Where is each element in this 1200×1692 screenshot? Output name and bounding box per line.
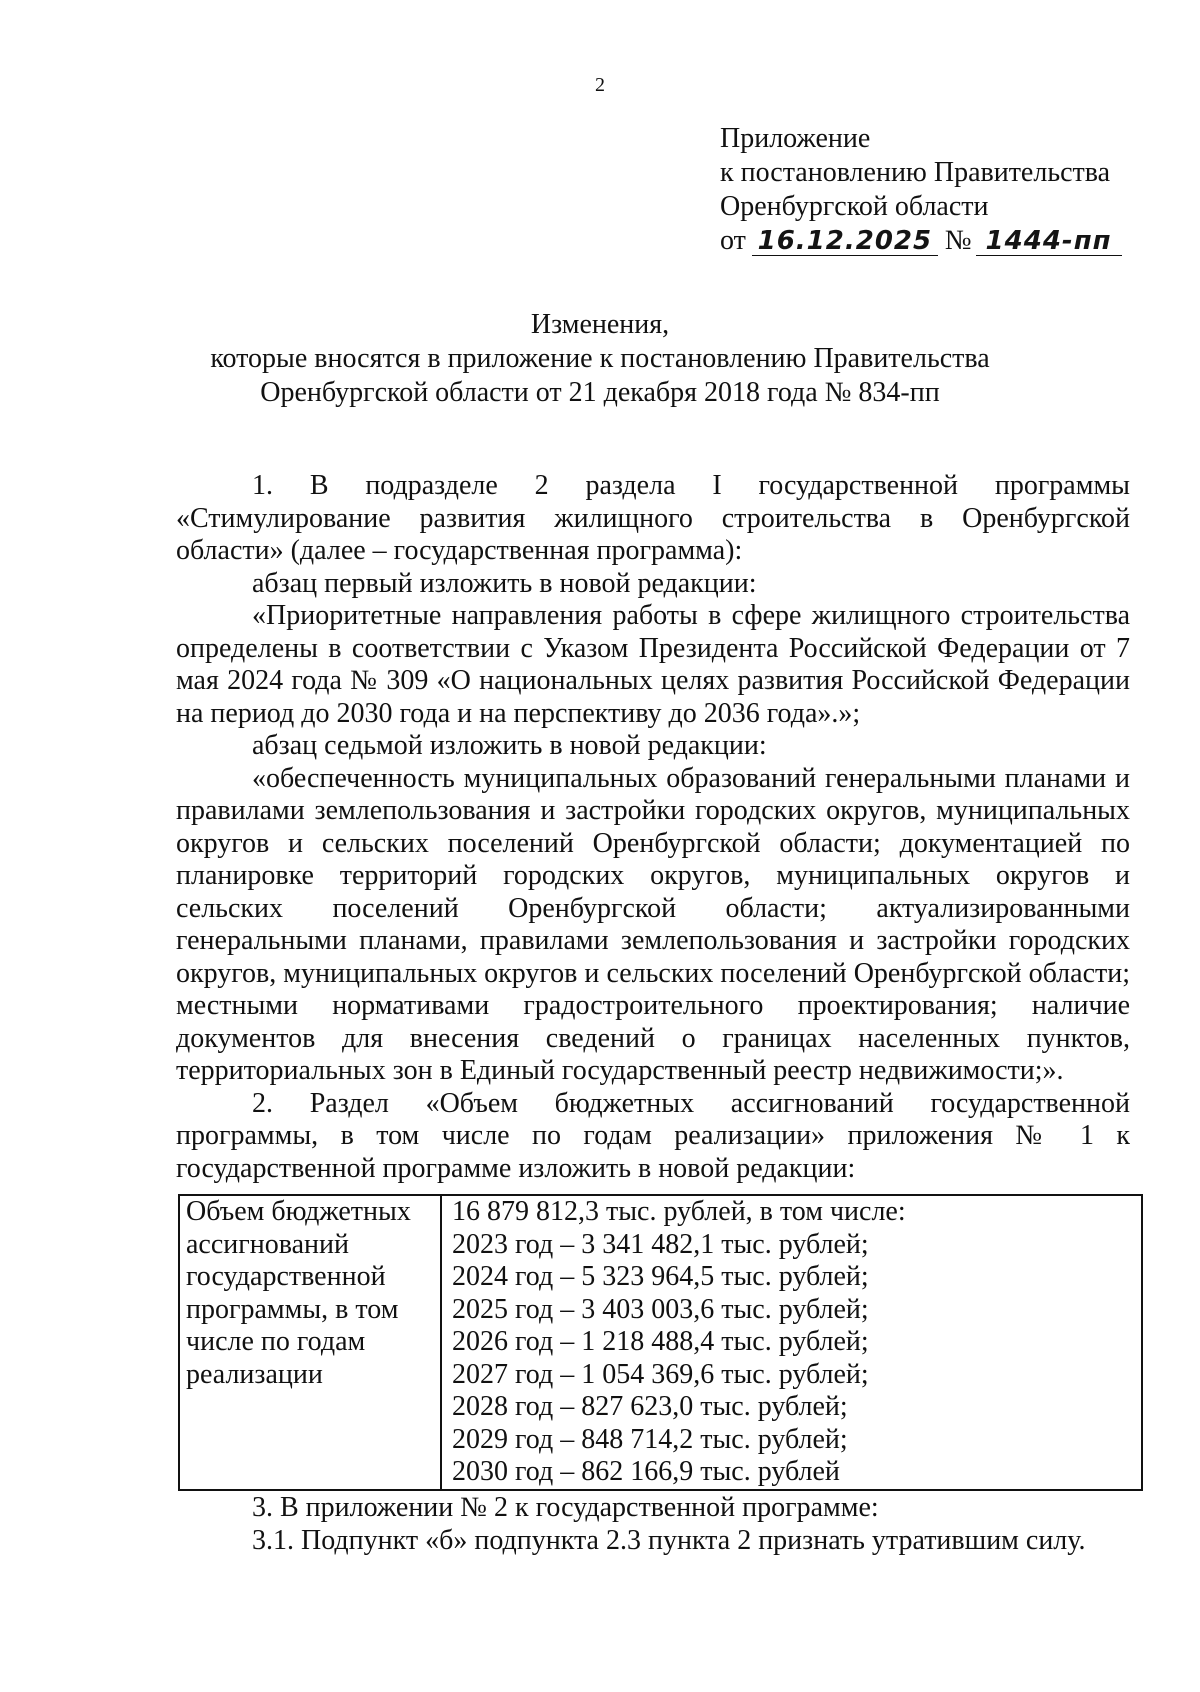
after-table-text [176, 1491, 1130, 1557]
budget-year-line: 2026 год – 1 218 488,4 тыс. рублей; [452, 1326, 869, 1357]
appendix-line-2: к постановлению Правительства [720, 157, 1111, 188]
budget-year-line: 2024 год – 5 323 964,5 тыс. рублей; [452, 1261, 869, 1292]
budget-table [178, 1194, 1143, 1491]
budget-label-line: программы, в том [186, 1293, 399, 1325]
budget-total-line: 16 879 812,3 тыс. рублей, в том числе: [452, 1196, 906, 1227]
paragraph: абзац седьмой изложить в новой редакции: [252, 730, 767, 761]
budget-values-cell [441, 1195, 1142, 1490]
budget-label-line: числе по годам [186, 1326, 366, 1357]
budget-label-line: Объем бюджетных [186, 1196, 411, 1227]
paragraph: 2. Раздел «Объем бюджетных ассигнований государственной программы, в том числе по годам реализации» приложения № 1 к государственной программе изложить в новой редакции: [176, 1087, 1130, 1184]
appendix-header [720, 122, 1122, 258]
handwritten-number: 1444-пп [976, 227, 1122, 256]
appendix-line-1: Приложение [720, 123, 871, 154]
budget-label-cell [179, 1195, 441, 1490]
appendix-date-line [720, 224, 1122, 258]
budget-year-line: 2030 год – 862 166,9 тыс. рублей [452, 1456, 840, 1487]
budget-label-line: государственной [186, 1261, 386, 1292]
budget-year-line: 2027 год – 1 054 369,6 тыс. рублей; [452, 1358, 869, 1390]
paragraph: 3.1. Подпункт «б» подпункта 2.3 пункта 2 признать утратившим силу. [252, 1525, 1086, 1556]
budget-year-line: 2025 год – 3 403 003,6 тыс. рублей; [452, 1293, 869, 1325]
from-label: от [720, 225, 746, 256]
budget-label-line: реализации [186, 1358, 323, 1390]
paragraph: 1. В подразделе 2 раздела I государственной программы «Стимулирование развития жилищного строительства в Оренбургской области» (далее – государственная программа): [176, 470, 1130, 566]
budget-label-line: ассигнований [186, 1228, 349, 1260]
page-number: 2 [595, 74, 605, 96]
title-line-2: которые вносятся в приложение к постановлению Правительства [210, 343, 990, 374]
budget-year-line: 2028 год – 827 623,0 тыс. рублей; [452, 1391, 848, 1422]
document-body [176, 470, 1130, 1185]
budget-year-line: 2029 год – 848 714,2 тыс. рублей; [452, 1423, 848, 1455]
title-line-3: Оренбургской области от 21 декабря 2018 года № 834-пп [260, 377, 940, 408]
number-label: № [944, 225, 972, 256]
paragraph: 3. В приложении № 2 к государственной программе: [252, 1492, 879, 1523]
appendix-line-3: Оренбургской области [720, 191, 989, 222]
budget-year-line: 2023 год – 3 341 482,1 тыс. рублей; [452, 1228, 869, 1260]
title-line-1: Изменения, [530, 309, 670, 340]
paragraph: «обеспеченность муниципальных образований генеральными планами и правилами землепользования и застройки городских округов, муниципальных округов и сельских поселений Оренбургской области; документацией по планировке территорий городских округов, муниципальных округов и сельских поселений Оренбургской области; актуализированными генеральными планами, правилами землепользования и застройки городских округов, муниципальных округов и сельских поселений Оренбургской области; местными нормативами градостроительного проектирования; наличие документов для внесения сведений о границах населенных пунктов, территориальных зон в Единый государственный реестр недвижимости;». [176, 762, 1130, 1086]
table-row [179, 1195, 1142, 1490]
paragraph: абзац первый изложить в новой редакции: [252, 567, 757, 599]
document-title [150, 308, 1050, 410]
handwritten-date: 16.12.2025 [752, 227, 938, 256]
paragraph: «Приоритетные направления работы в сфере жилищного строительства определены в соответствии с Указом Президента Российской Федерации от 7 мая 2024 года № 309 «О национальных целях развития Российской Федерации на период до 2030 года и на перспективу до 2036 года».»; [176, 600, 1130, 729]
